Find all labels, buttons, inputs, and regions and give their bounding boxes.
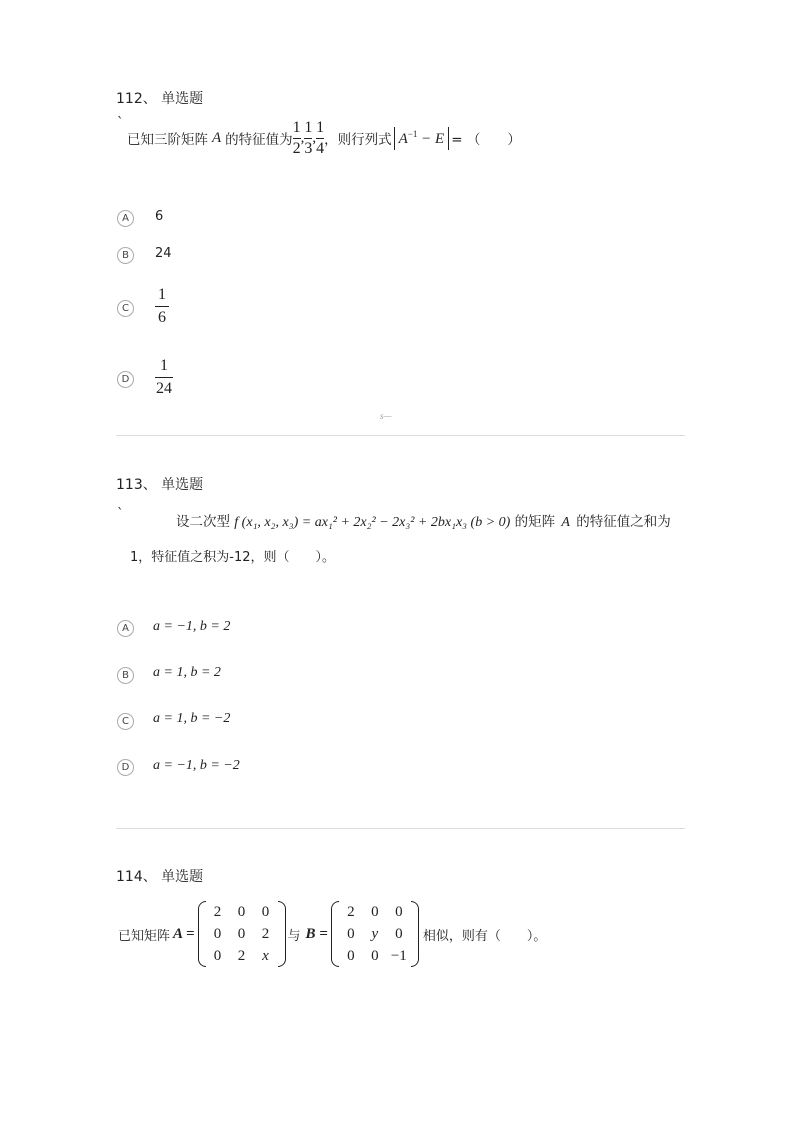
option-c-text[interactable] — [155, 286, 169, 326]
matrix-b — [331, 901, 419, 967]
option-c-den: 6 — [158, 308, 166, 326]
option-c-num: 1 — [158, 286, 166, 303]
option-d-circle[interactable]: D — [117, 371, 134, 388]
option-d-den: 24 — [156, 379, 172, 397]
option-a-text[interactable]: a = −1, b = 2 — [153, 619, 231, 634]
q113-stem-line2: 1，特征值之积为-12，则（ ）。 — [130, 550, 336, 565]
option-b-circle[interactable]: B — [117, 247, 134, 264]
option-d-num: 1 — [160, 357, 168, 374]
q112-determinant — [394, 127, 450, 150]
q113-header: 113、 单选题 — [116, 477, 204, 493]
q114-a-label: A = — [173, 925, 195, 942]
eig-1-num: 1 — [292, 118, 301, 136]
det-a: A — [398, 130, 408, 147]
option-c-circle[interactable]: C — [117, 300, 134, 317]
matrix-cell: x — [262, 947, 269, 964]
q113-stem-suffix-a: 的矩阵 — [514, 514, 556, 530]
option-c-circle[interactable]: C — [117, 713, 134, 730]
q114-stem — [118, 898, 546, 970]
matrix-cell: 0 — [371, 903, 379, 920]
q112-var-a: A — [212, 129, 222, 146]
matrix-cell: 0 — [237, 903, 246, 920]
matrix-cell: 0 — [213, 925, 222, 942]
matrix-cell: 2 — [261, 925, 270, 942]
option-b-text[interactable]: a = 1, b = 2 — [153, 665, 221, 680]
q112-stem-end: = （ ） — [451, 132, 521, 148]
q112-stem-after-eig: ，则行列式 — [324, 132, 392, 148]
option-d-text[interactable]: a = −1, b = −2 — [153, 758, 240, 773]
option-b-text[interactable]: 24 — [155, 246, 172, 261]
matrix-cell: 0 — [213, 947, 222, 964]
option-d-circle[interactable]: D — [117, 759, 134, 776]
q113-bullet: ˋ — [117, 507, 124, 522]
q114-header: 114、 单选题 — [116, 869, 204, 885]
divider-2 — [116, 828, 685, 829]
option-c-text[interactable]: a = 1, b = −2 — [153, 711, 231, 726]
q113-stem-prefix: 设二次型 — [176, 514, 230, 530]
det-rest: − E — [421, 130, 445, 147]
q112-eigenvalue-2 — [304, 119, 312, 157]
q114-b-label: B = — [305, 925, 328, 942]
option-a-circle[interactable]: A — [117, 620, 134, 637]
option-b-circle[interactable]: B — [117, 667, 134, 684]
det-sup: −1 — [407, 128, 418, 139]
q114-stem-end: 相似，则有（ ）。 — [422, 928, 547, 944]
matrix-cell: 0 — [347, 925, 355, 942]
q113-stem-line1 — [176, 510, 671, 531]
matrix-cell: 0 — [371, 947, 379, 964]
q113-formula: f (x₁, x₂, x₃) = ax₁² + 2x₂² − 2x₃² + 2bx₁x₃ (b > 0) — [234, 515, 511, 530]
q112-eigenvalue-1 — [293, 119, 301, 157]
matrix-cell: y — [371, 925, 379, 942]
q112-stem-prefix: 已知三阶矩阵 — [127, 132, 208, 148]
q114-mid: 与 — [287, 928, 301, 944]
matrix-cell: 0 — [237, 925, 246, 942]
option-a-text[interactable]: 6 — [155, 209, 164, 224]
q112-stem-mid: 的特征值为 — [225, 132, 293, 148]
q112-stem: 已知三阶矩阵 A 的特征值为 $\frac{1}{2}$ , $\frac{1}{3}$ , $\frac{1}{4}$ ，则行列式 $A^{-1} - E$ = （ ） — [127, 118, 521, 157]
matrix-cell: 0 — [347, 947, 355, 964]
eig-1-den: 2 — [292, 139, 301, 157]
eig-2-num: 1 — [304, 118, 313, 136]
eig-3-den: 4 — [316, 139, 325, 157]
option-d-text[interactable] — [155, 357, 173, 397]
matrix-cell: 0 — [395, 903, 403, 920]
stray-mark: s— — [380, 411, 392, 421]
matrix-cell: 2 — [237, 947, 246, 964]
matrix-cell: 2 — [213, 903, 222, 920]
option-a-circle[interactable]: A — [117, 210, 134, 227]
divider-1 — [116, 435, 685, 436]
matrix-cell: 0 — [261, 903, 270, 920]
matrix-cell: −1 — [390, 947, 407, 964]
q112-header: 112、 单选题 — [116, 91, 204, 107]
matrix-cell: 0 — [395, 925, 403, 942]
eig-2-den: 3 — [304, 139, 313, 157]
q114-stem-prefix: 已知矩阵 — [118, 928, 171, 944]
matrix-cell: 2 — [347, 903, 355, 920]
matrix-a — [198, 901, 286, 967]
q112-eigenvalue-3 — [316, 119, 324, 157]
eig-3-num: 1 — [316, 118, 325, 136]
q113-var-a: A — [561, 515, 570, 530]
q112-bullet: ˋ — [117, 116, 124, 131]
q113-stem-suffix-b: 的特征值之和为 — [576, 514, 671, 530]
